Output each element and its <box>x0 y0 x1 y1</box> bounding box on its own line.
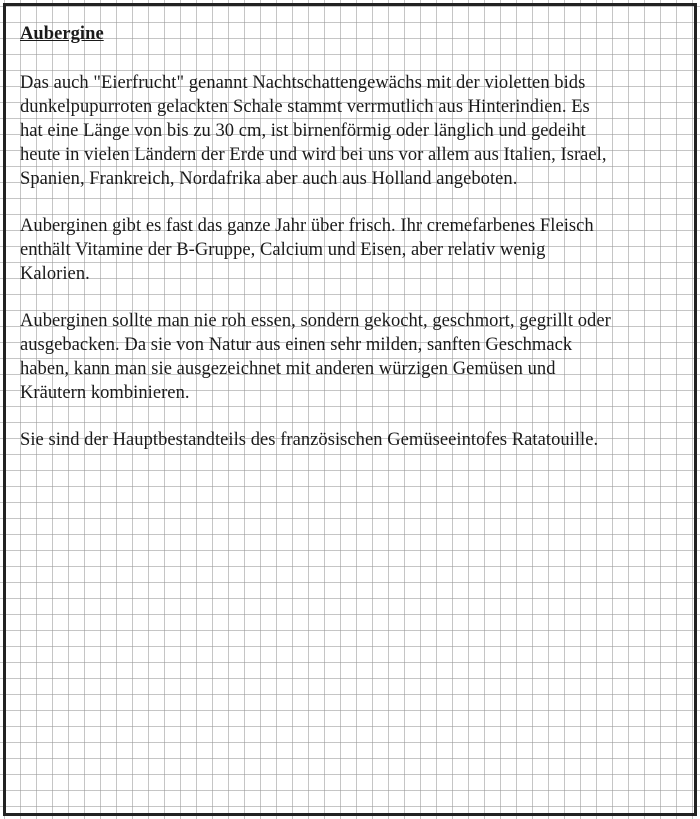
text-line: enthält Vitamine der B-Gruppe, Calcium und Eisen, aber relativ wenig <box>20 240 546 260</box>
text-line: haben, kann man sie ausgezeichnet mit anderen würzigen Gemüsen und <box>20 359 556 379</box>
text-line: hat eine Länge von bis zu 30 cm, ist birnenförmig oder länglich und gedeiht <box>20 121 586 141</box>
paragraph-preparation <box>20 309 690 405</box>
text-line: Kräutern kombinieren. <box>20 383 190 403</box>
text-line: heute in vielen Ländern der Erde und wird bei uns vor allem aus Italien, Israel, <box>20 145 607 165</box>
paragraph-origin <box>20 71 690 191</box>
text-line: Auberginen gibt es fast das ganze Jahr über frisch. Ihr cremefarbenes Fleisch <box>20 216 594 236</box>
text-line: Spanien, Frankreich, Nordafrika aber auch aus Holland angeboten. <box>20 169 518 189</box>
text-line: Auberginen sollte man nie roh essen, sondern gekocht, geschmort, gegrillt oder <box>20 311 611 331</box>
document-title: Aubergine <box>20 24 104 44</box>
text-line: Das auch "Eierfrucht" genannt Nachtschattengewächs mit der violetten bids <box>20 73 586 93</box>
text-line: dunkelpupurroten gelackten Schale stammt verrmutlich aus Hinterindien. Es <box>20 97 590 117</box>
document-body <box>20 22 690 475</box>
text-line: Sie sind der Hauptbestandteils des französischen Gemüseeintofes Ratatouille. <box>20 430 599 450</box>
paragraph-nutrition <box>20 214 690 286</box>
text-line: ausgebacken. Da sie von Natur aus einen sehr milden, sanften Geschmack <box>20 335 573 355</box>
text-line: Kalorien. <box>20 264 90 284</box>
paragraph-ratatouille <box>20 428 690 452</box>
